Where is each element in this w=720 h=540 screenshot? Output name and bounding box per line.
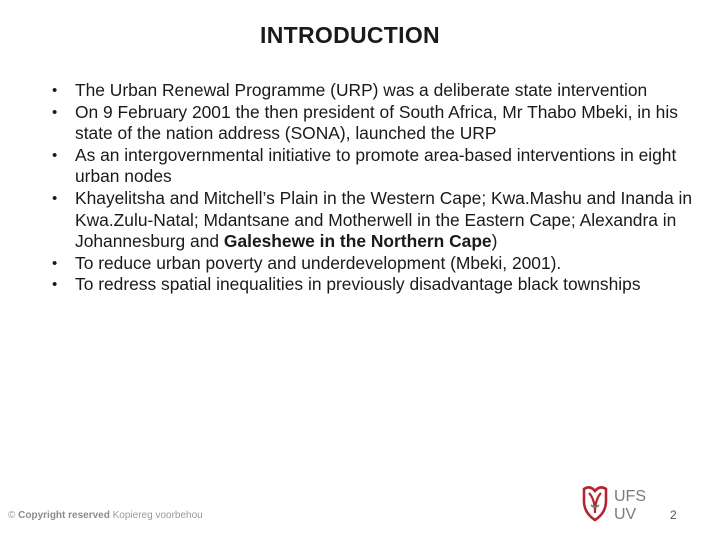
bullet-item: • The Urban Renewal Programme (URP) was a deliberate state intervention bbox=[52, 80, 648, 100]
bullet-list bbox=[50, 80, 700, 296]
bullet-item: • To redress spatial inequalities in previously disadvantage black townships bbox=[52, 274, 641, 295]
bullet-marker: • bbox=[52, 82, 58, 99]
bullet-marker: • bbox=[52, 189, 58, 207]
bold-emphasis: Galeshewe in the Northern Cape bbox=[223, 231, 492, 252]
bullet-item: • As an intergovernmental initiative to promote area-based interventions in eight urban nodes bbox=[52, 144, 677, 187]
bullet-marker: • bbox=[52, 254, 58, 272]
page-number: 2 bbox=[670, 508, 677, 522]
shield-icon bbox=[584, 487, 606, 520]
bullet-marker: • bbox=[52, 146, 58, 164]
bullet-item: • Khayelitsha and Mitchell’s Plain in the Western Cape; Kwa.Mashu and Inanda in Kwa.Zulu-Natal; Mdantsane and Motherwell in the Eastern Cape; Alexandra in Johannesburg and Galeshewe in the Northern Cape) bbox=[52, 187, 693, 252]
logo-text-ufs: UFS bbox=[614, 488, 646, 505]
ufs-uv-logo bbox=[580, 483, 660, 523]
bullet-marker: • bbox=[52, 103, 58, 121]
logo-text-uv: UV bbox=[614, 506, 637, 523]
bullet-marker: • bbox=[52, 276, 58, 294]
bullet-item: • To reduce urban poverty and underdevelopment (Mbeki, 2001). bbox=[52, 252, 562, 273]
bullet-item: • On 9 February 2001 the then president of South Africa, Mr Thabo Mbeki, in his state of the nation address (SONA), launched the URP bbox=[52, 101, 678, 144]
slide-title: INTRODUCTION bbox=[260, 22, 440, 48]
copyright-notice: © Copyright reserved Kopiereg voorbehou bbox=[8, 510, 203, 521]
